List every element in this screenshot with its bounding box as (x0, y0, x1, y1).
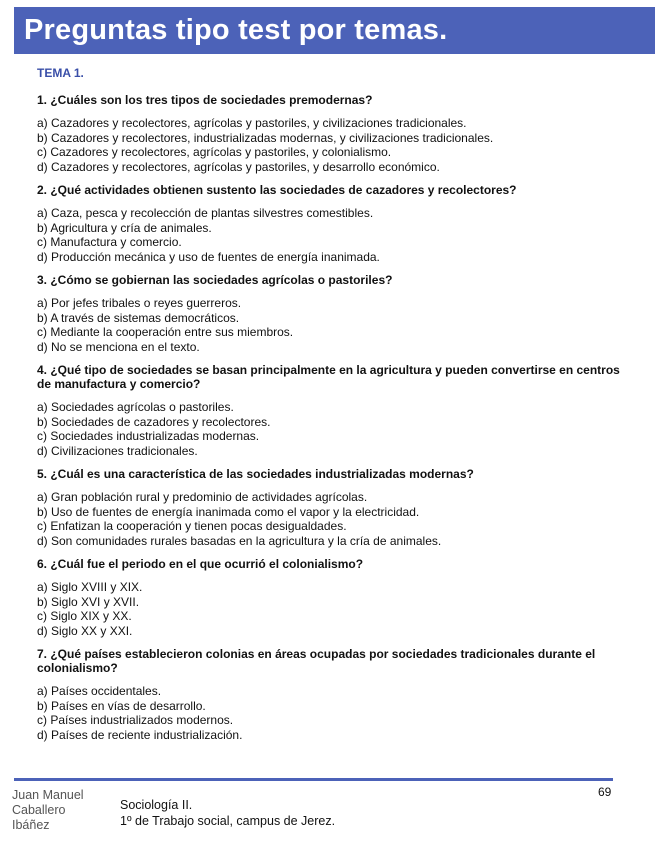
answer-option: d) Son comunidades rurales basadas en la agricultura y la cría de animales. (37, 533, 442, 548)
answer-option: a) Países occidentales. (37, 684, 162, 698)
answer-option: d) Civilizaciones tradicionales. (37, 443, 198, 458)
question-item (37, 273, 637, 354)
question-text: 6. ¿Cuál fue el periodo en el que ocurrió el colonialismo? (37, 557, 364, 571)
question-item (37, 467, 637, 548)
question-list (37, 93, 637, 742)
question-text: 4. ¿Qué tipo de sociedades se basan principalmente en la agricultura y pueden convertirse en centros de manufactura y comercio? (37, 363, 620, 391)
answer-option: a) Sociedades agrícolas o pastoriles. (37, 400, 234, 414)
answer-option: a) Gran población rural y predominio de actividades agrícolas. (37, 490, 368, 504)
answer-options (37, 206, 637, 264)
question-text: 2. ¿Qué actividades obtienen sustento las sociedades de cazadores y recolectores? (37, 183, 517, 197)
question-item (37, 363, 637, 458)
question-text: 7. ¿Qué países establecieron colonias en áreas ocupadas por sociedades tradicionales durante el colonialismo? (37, 647, 596, 675)
page-title: Preguntas tipo test por temas. (24, 14, 448, 46)
answer-option: a) Caza, pesca y recolección de plantas silvestres comestibles. (37, 206, 374, 220)
answer-option: d) Países de reciente industrialización. (37, 727, 243, 742)
answer-option: d) No se menciona en el texto. (37, 339, 200, 354)
question-item (37, 647, 637, 742)
answer-options (37, 116, 637, 174)
answer-option: c) Sociedades industrializadas modernas. (37, 429, 260, 443)
question-text: 3. ¿Cómo se gobiernan las sociedades agrícolas o pastoriles? (37, 273, 393, 287)
answer-option: d) Producción mecánica y uso de fuentes de energía inanimada. (37, 249, 380, 264)
question-text: 5. ¿Cuál es una característica de las sociedades industrializadas modernas? (37, 467, 474, 481)
answer-option: c) Enfatizan la cooperación y tienen pocas desigualdades. (37, 519, 347, 533)
answer-options (37, 684, 637, 742)
answer-option: b) Países en vías de desarrollo. (37, 698, 206, 713)
course-info (120, 797, 335, 829)
answer-option: b) Cazadores y recolectores, industrializadas modernas, y civilizaciones tradicionales. (37, 130, 494, 145)
course-detail: 1º de Trabajo social, campus de Jerez. (120, 814, 336, 828)
author-line: Ibáñez (12, 818, 50, 832)
answer-option: c) Países industrializados modernos. (37, 713, 234, 727)
document-body (37, 66, 637, 751)
answer-options (37, 296, 637, 354)
course-name: Sociología II. (120, 798, 193, 812)
answer-options (37, 490, 637, 548)
answer-option: c) Cazadores y recolectores, agrícolas y pastoriles, y colonialismo. (37, 145, 392, 159)
answer-option: c) Manufactura y comercio. (37, 235, 182, 249)
question-item (37, 93, 637, 174)
answer-options (37, 400, 637, 458)
page-number: 69 (598, 785, 612, 799)
section-title: TEMA 1. (37, 66, 84, 80)
answer-option: c) Mediante la cooperación entre sus miembros. (37, 325, 294, 339)
answer-option: b) Agricultura y cría de animales. (37, 220, 212, 235)
answer-option: d) Cazadores y recolectores, agrícolas y pastoriles, y desarrollo económico. (37, 159, 440, 174)
footer-divider (14, 778, 613, 781)
answer-option: b) A través de sistemas democráticos. (37, 310, 240, 325)
answer-option: a) Por jefes tribales o reyes guerreros. (37, 296, 242, 310)
question-item (37, 183, 637, 264)
question-text: 1. ¿Cuáles son los tres tipos de sociedades premodernas? (37, 93, 373, 107)
author-line: Caballero (12, 803, 66, 817)
answer-option: a) Siglo XVIII y XIX. (37, 580, 143, 594)
answer-option: b) Sociedades de cazadores y recolectores. (37, 414, 271, 429)
author-line: Juan Manuel (12, 788, 84, 802)
question-item (37, 557, 637, 638)
author-name (12, 788, 112, 833)
answer-option: a) Cazadores y recolectores, agrícolas y pastoriles, y civilizaciones tradicionales. (37, 116, 467, 130)
page-header (0, 0, 655, 55)
answer-option: c) Siglo XIX y XX. (37, 609, 132, 623)
answer-option: b) Uso de fuentes de energía inanimada como el vapor y la electricidad. (37, 504, 420, 519)
answer-option: d) Siglo XX y XXI. (37, 623, 133, 638)
answer-options (37, 580, 637, 638)
answer-option: b) Siglo XVI y XVII. (37, 594, 140, 609)
